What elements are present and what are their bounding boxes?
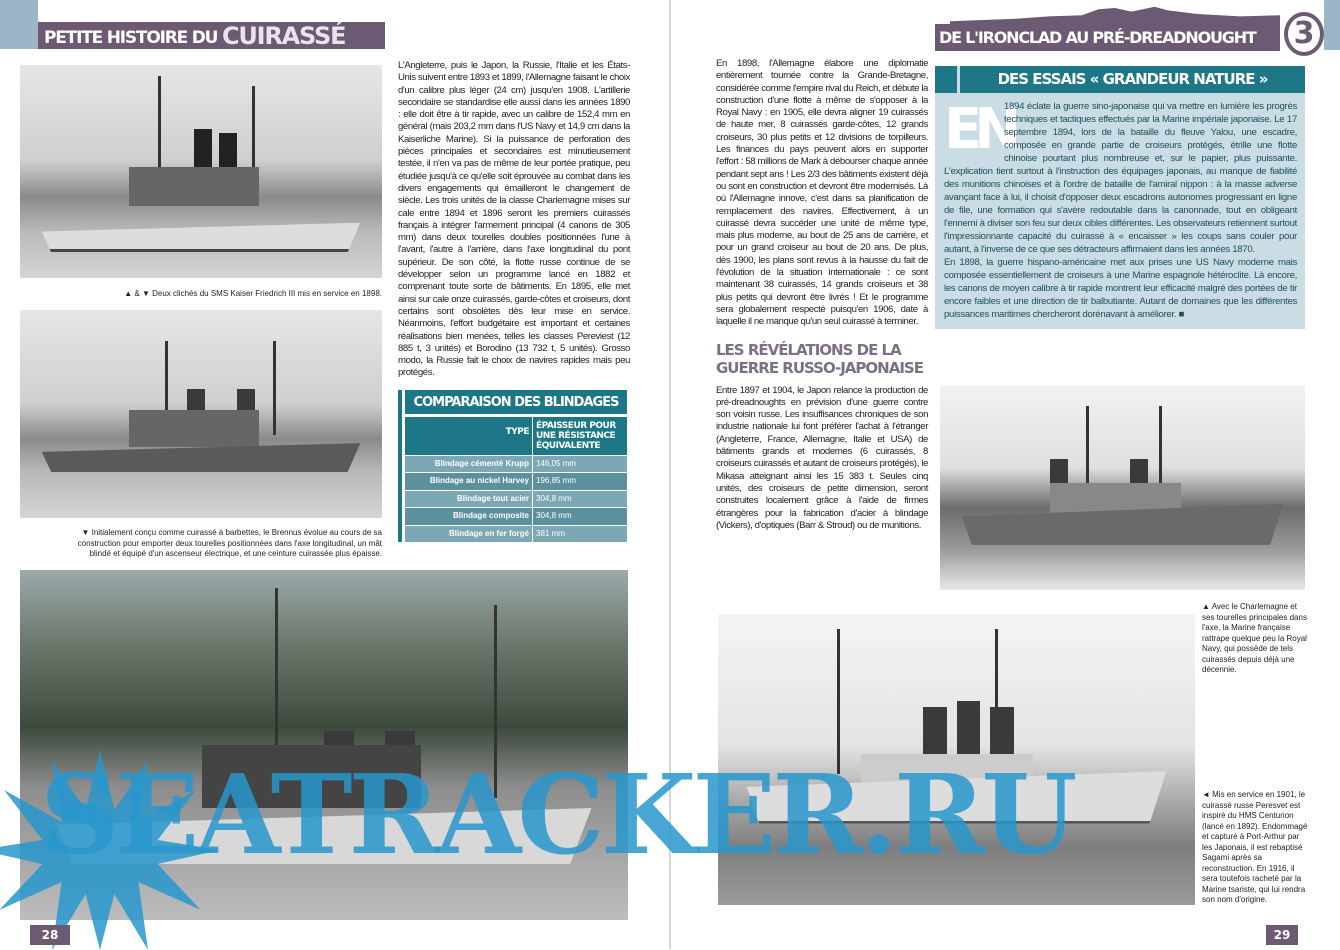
table-row <box>405 525 627 543</box>
box-header <box>935 66 1305 93</box>
article-body-right-1: En 1898, l'Allemagne élabore une diplomatie entièrement tournée contre la Grande-Bretagne, considérée comme l'empire rival du Reich, et débute la construction d'une flotte à même de s'opposer à la Royal Navy : en 1905, elle devra aligner 19 cuirassés de haute mer, 8 cuirassés garde-côtes, 12 grands croiseurs, 30 plus petits et 12 divisions de torpilleurs. Les finances du pays peuvent alors en supporter l'effort : 58 millions de Mark à débourser chaque année pendant sept ans ! Les 2/3 des bâtiments existent déjà ou sont en construction et devront être modernisés. Là où l'Allemagne innove, c'est dans sa planification de remplacement des navires. Effectivement, à un cuirassé devra succéder une unité de même type, mais plus moderne, au bout de 25 ans de carrière, et pour un grand croiseur au bout de 20 ans. De plus, dès 1900, les plans sont revus à la hausse du fait de l'évolution de la situation internationale : ce sont maintenant 38 cuirassés, 14 grands croiseurs et 38 plus petits qui devront être livrés ! Et le programme sera globalement respecté puisqu'en 1906, date à laquelle il ne manque qu'un seul cuirassé à terminer. <box>716 58 928 328</box>
running-header-left <box>38 22 385 49</box>
column-header-type: TYPE <box>405 417 533 455</box>
box-title-accent <box>935 66 957 93</box>
cell-type: Blindage au nickel Harvey <box>405 473 533 490</box>
cell-type: Blindage tout acier <box>405 491 533 508</box>
table-row <box>405 490 627 508</box>
table-title: COMPARAISON DES BLINDAGES <box>405 390 627 417</box>
table-row <box>405 472 627 490</box>
cell-thickness: 146,05 mm <box>536 458 577 468</box>
cell-thickness: 381 mm <box>536 528 565 538</box>
photo-caption: ▼ Initialement conçu comme cuirassé à barbettes, le Brennus évolue au cours de sa construction pour emporter deux tourelles positionnées dans l'axe longitudinal, un mât blindé et équipé d'un ascenseur électrique, et une ceinture cuirassée plus épaisse. <box>77 528 382 558</box>
photo-caption: ▲ & ▼ Deux clichés du SMS Kaiser Friedrich III mis en service en 1898. <box>124 289 382 298</box>
photo-charlemagne <box>940 385 1305 590</box>
article-body-left: L'Angleterre, puis le Japon, la Russie, l'Italie et les États-Unis suivent entre 1893 et 1899, l'Allemagne faisant le choix d'un calibre plus léger (24 cm) jusqu'en 1908. L'artillerie secondaire se standardise elle aussi dans les années 1890 : elle doit être à tir rapide, avec un calibre de 152,4 mm en général (mais 203,2 mm dans l'US Navy et 14,9 cm dans la Kaiserliche Marine). Si la puissance de perforation des pièces principales et secondaires est minutieusement testée, il n'en va pas de même de leur portée pratique, peu étudiée jusqu'à ce qu'elle soit éprouvée au combat dans les divers engagements qui émailleront le changement de siècle. Les trois unités de la classe Charlemagne mises sur cale entre 1894 et 1896 seront les premiers cuirassés français à intégrer l'armement principal (4 canons de 305 mm) dans deux tourelles doubles positionnées l'une à l'avant, l'autre à l'arrière, dans l'axe longitudinal du pont supérieur. De son côté, la flotte russe continue de se développer selon un programme lancé en 1882 et comprenant toute sorte de bâtiments. En 1895, elle met ainsi sur cale onze cuirassés, garde-côtes et croiseurs, dont certains sont obsolètes dès leur mise en service. Néanmoins, l'effort budgétaire est important et certaines réalisations bien menées, telles les classes Pereviest (12 885 t, 3 unités) et Borodino (13 732 t, 5 unités). Grosso modo, la Russie fait le choix de navires rapides mais peu protégés. <box>398 60 630 379</box>
box-paragraph: 1894 éclate la guerre sino-japonaise qui va mettre en lumière les progrès techniques et tactiques effectués par la Marine impériale japonaise. Le 17 septembre 1894, lors de la bataille du fleuve Yalou, une escadre, composée en grande partie de croiseurs protégés, étrille une flotte chinoise pourtant plus nombreuse et, sur le papier, plus puissante. L'explication tient surtout à l'instruction des équipages japonais, au manque de fiabilité des munitions chinoises et à l'ordre de bataille de l'amiral nippon : à la masse adverse avançant face à lui, il choisit d'opposer deux escadrons autonomes progressant en ligne de file, une formation qui s'avère redoutable dans la canonnade, tout en obligeant l'ennemi à diviser son feu sur deux cibles différentes. Les observateurs retiennent surtout l'impressionnante capacité du cuirassé à « encaisser » les coups sans couler pour autant, à l'inverse de ce que ses détracteurs affirmaient dans les années 1870. <box>944 101 1297 255</box>
table-header-row <box>405 417 627 455</box>
box-title: DES ESSAIS « GRANDEUR NATURE » <box>960 66 1305 93</box>
sidebar-box <box>935 66 1305 329</box>
photo-kaiser-friedrich-1 <box>20 65 382 278</box>
cell-thickness: 196,85 mm <box>536 476 577 486</box>
table-accent <box>398 390 402 543</box>
photo-caption: ◄ Mis en service en 1901, le cuirassé russe Peresvet est inspiré du HMS Centurion (lancé en 1892). Endommagé et capturé à Port-Arthur par les Japonais, il est rebaptisé Sagami après sa reconstruction. En 1916, il sera toutefois racheté par la Marine tsariste, qui lui rendra son nom d'origine. <box>1202 790 1308 904</box>
right-text-column <box>716 58 928 532</box>
header-accent-right <box>1324 0 1340 50</box>
watermark-text: SEATRACKER.RU <box>40 750 1074 879</box>
page-number-left: 28 <box>30 925 70 945</box>
photo-peresvet <box>718 614 1195 905</box>
ship-silhouette-graphic <box>950 2 1280 26</box>
cell-type: Blindage composite <box>405 508 533 525</box>
chapter-number-badge: 3 <box>1284 12 1324 56</box>
running-header-right: DE L'IRONCLAD AU PRÉ-DREADNOUGHT <box>935 24 1280 51</box>
cell-thickness: 304,8 mm <box>536 511 572 521</box>
cell-thickness: 304,8 mm <box>536 493 572 503</box>
page-gutter <box>669 0 671 949</box>
table-row <box>405 455 627 473</box>
photo-kaiser-friedrich-2 <box>20 310 382 518</box>
column-header-thickness: ÉPAISSEUR POUR UNE RÉSISTANCE ÉQUIVALENTE <box>536 420 616 451</box>
left-text-column <box>398 60 630 542</box>
box-paragraph: En 1898, la guerre hispano-américaine met aux prises une US Navy moderne mais composée essentiellement de croiseurs à une Marine espagnole hétéroclite. Là encore, les canons de moyen calibre à tir rapide montrent leur efficacité malgré des portées de tir encore faibles et une direction de tir balbutiante. Autant de domaines que les différentes puissances maritimes chercheront dorénavant à améliorer. ■ <box>944 257 1297 320</box>
photo-caption: ▲ Avec le Charlemagne et ses tourelles principales dans l'axe, la Marine française rattrape quelque peu la Royal Navy, qui possède de tels cuirassés depuis déjà une décennie. <box>1202 602 1307 674</box>
header-title-small: PETITE HISTOIRE DU <box>44 28 218 48</box>
cell-type: Blindage en fer forgé <box>405 526 533 543</box>
page-number-right: 29 <box>1266 925 1298 945</box>
header-title-big: CUIRASSÉ <box>221 22 346 50</box>
drop-cap: EN <box>944 97 1014 162</box>
article-body-right-2: Entre 1897 et 1904, le Japon relance la production de pré-dreadnoughts en prévision d'une guerre contre son voisin russe. Les insuffisances chroniques de son industrie nationale lui font préférer l'achat à l'étranger (Angleterre, France, Allemagne, Italie et USA) de bâtiments grands et modernes (6 cuirassés, 8 croiseurs cuirassés et autant de croiseurs protégés), le Mikasa atteignant ainsi les 15 383 t. Seules cinq unités, des croiseurs de petite dimension, seront construites localement grâce à l'aide de firmes étrangères pour la fabrication d'acier à blindage (Vickers), d'optiques (Barr & Stroud) ou de munitions. <box>716 384 928 531</box>
header-accent-left <box>0 0 38 49</box>
table-row <box>405 507 627 525</box>
armor-comparison-table <box>405 390 627 543</box>
section-heading: LES RÉVÉLATIONS DE LA GUERRE RUSSO-JAPONAISE <box>716 340 923 377</box>
cell-type: Blindage cémenté Krupp <box>405 456 533 473</box>
box-body <box>944 97 1297 321</box>
